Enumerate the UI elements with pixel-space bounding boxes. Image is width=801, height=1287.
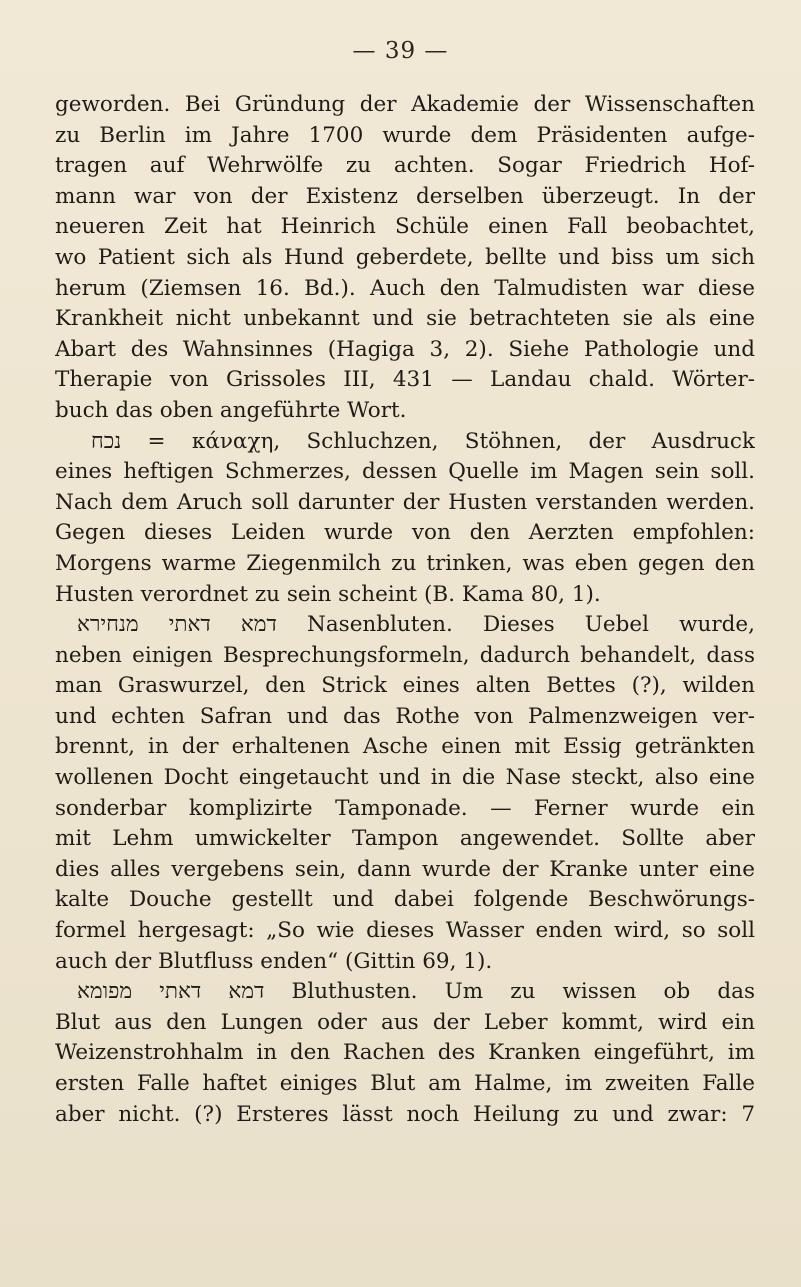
text-line: neueren Zeit hat Heinrich Schüle einen Fall beobachtet, — [55, 214, 755, 240]
text-line: eines heftigen Schmerzes, dessen Quelle im Magen sein soll. — [55, 459, 755, 485]
text-line: aber nicht. (?) Ersteres lässt noch Heilung zu und zwar: 7 — [55, 1101, 755, 1127]
text-line: Weizenstrohhalm in den Rachen des Kranken eingeführt, im — [55, 1040, 755, 1066]
text-line: tragen auf Wehrwölfe zu achten. Sogar Friedrich Hof- — [55, 153, 755, 179]
text-line: ersten Falle haftet einiges Blut am Halme, im zweiten Falle — [55, 1071, 755, 1096]
text-line: geworden. Bei Gründung der Akademie der Wissenschaften — [55, 92, 755, 117]
text-line: דמא דאתי מנחירא Nasenbluten. Dieses Uebel wurde, — [77, 612, 755, 638]
text-line: auch der Blutfluss enden“ (Gittin 69, 1). — [55, 948, 493, 974]
text-line: buch das oben angeführte Wort. — [55, 397, 407, 423]
text-line: Nach dem Aruch soll darunter der Husten verstanden werden. — [55, 489, 755, 515]
text-line: wo Patient sich als Hund geberdete, bellte und biss um sich — [55, 244, 755, 270]
text-line: zu Berlin im Jahre 1700 wurde dem Präsidenten aufge- — [55, 122, 755, 148]
text-line: mit Lehm umwickelter Tampon angewendet. Sollte aber — [55, 826, 755, 852]
text-line: brennt, in der erhaltenen Asche einen mit Essig getränkten — [55, 734, 755, 760]
page-number: — 39 — — [352, 38, 449, 64]
text-line: mann war von der Existenz derselben überzeugt. In der — [55, 183, 755, 209]
text-line: dies alles vergebens sein, dann wurde der Kranke unter eine — [55, 856, 755, 882]
body-text — [55, 90, 755, 1130]
text-line: Therapie von Grissoles III, 431 — Landau chald. Wörter- — [55, 367, 755, 393]
text-line: Morgens warme Ziegenmilch zu trinken, was eben gegen den — [55, 550, 755, 576]
text-line: Gegen dieses Leiden wurde von den Aerzten empfohlen: — [55, 520, 755, 546]
text-line: man Graswurzel, den Strick eines alten Bettes (?), wilden — [55, 673, 755, 699]
text-line: kalte Douche gestellt und dabei folgende Beschwörungs- — [55, 887, 755, 913]
text-line: דמא דאתי מפומא Bluthusten. Um zu wissen ob das — [77, 979, 755, 1005]
text-line: wollenen Docht eingetaucht und in die Nase steckt, also eine — [55, 765, 755, 791]
text-line: und echten Safran und das Rothe von Palmenzweigen ver- — [55, 703, 755, 729]
text-line: Krankheit nicht unbekannt und sie betrachteten sie als eine — [55, 306, 755, 332]
text-line: neben einigen Besprechungsformeln, dadurch behandelt, dass — [55, 642, 755, 668]
text-line: formel hergesagt: „So wie dieses Wasser enden wird, so soll — [55, 918, 755, 944]
text-line: herum (Ziemsen 16. Bd.). Auch den Talmudisten war diese — [55, 275, 755, 301]
text-line: Abart des Wahnsinnes (Hagiga 3, 2). Siehe Pathologie und — [55, 336, 755, 362]
text-line: sonderbar komplizirte Tamponade. — Ferner wurde ein — [55, 795, 755, 821]
text-line: נכח = κάναχη, Schluchzen, Stöhnen, der Ausdruck — [91, 428, 755, 454]
text-line: Blut aus den Lungen oder aus der Leber kommt, wird ein — [55, 1009, 755, 1035]
text-line: Husten verordnet zu sein scheint (B. Kama 80, 1). — [55, 581, 601, 607]
